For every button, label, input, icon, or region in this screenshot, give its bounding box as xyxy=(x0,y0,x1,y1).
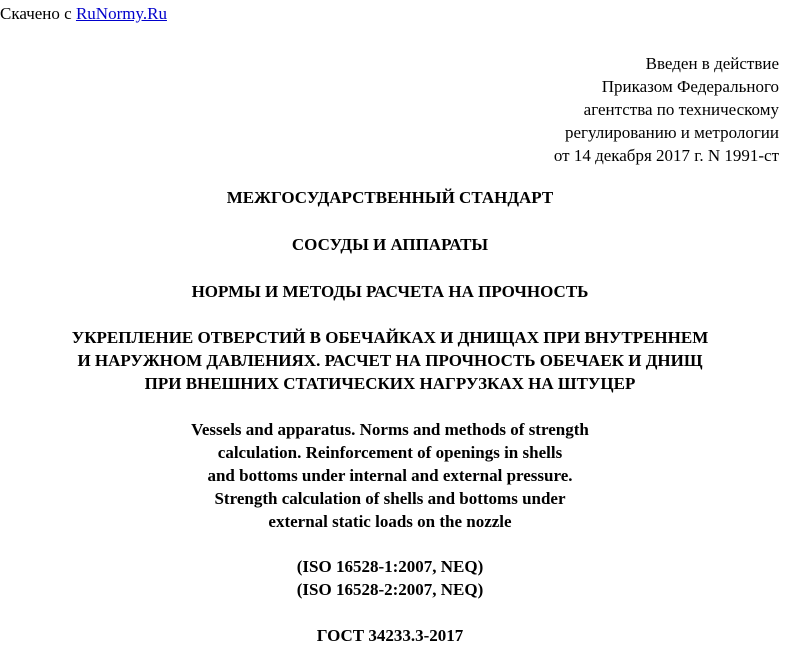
english-title-line: Strength calculation of shells and bottoms under xyxy=(214,489,566,508)
source-prefix: Скачено с xyxy=(0,4,76,23)
part-title-line: И НАРУЖНОМ ДАВЛЕНИЯХ. РАСЧЕТ НА ПРОЧНОСТЬ ОБЕЧАЕК И ДНИЩ xyxy=(77,351,703,370)
decree-line: агентства по техническому xyxy=(583,100,779,119)
standard-title-text: СОСУДЫ И АППАРАТЫ xyxy=(291,235,489,254)
standard-type xyxy=(0,186,780,209)
iso-reference: (ISO 16528-2:2007, NEQ) xyxy=(296,580,484,599)
part-title-line: ПРИ ВНЕШНИХ СТАТИЧЕСКИХ НАГРУЗКАХ НА ШТУЦЕР xyxy=(144,374,636,393)
standard-part-title xyxy=(0,326,780,395)
decree-line: регулированию и метрологии xyxy=(564,123,779,142)
part-title-line: УКРЕПЛЕНИЕ ОТВЕРСТИЙ В ОБЕЧАЙКАХ И ДНИЩАХ ПРИ ВНУТРЕННЕМ xyxy=(71,328,709,347)
decree-line: Введен в действие xyxy=(645,54,779,73)
source-line xyxy=(0,4,167,24)
english-title-line: and bottoms under internal and external pressure. xyxy=(207,466,573,485)
decree-line: от 14 декабря 2017 г. N 1991-ст xyxy=(553,146,779,165)
standard-type-text: МЕЖГОСУДАРСТВЕННЫЙ СТАНДАРТ xyxy=(226,188,554,207)
english-title xyxy=(0,418,780,533)
standard-subtitle-text: НОРМЫ И МЕТОДЫ РАСЧЕТА НА ПРОЧНОСТЬ xyxy=(191,282,589,301)
english-title-line: Vessels and apparatus. Norms and methods of strength xyxy=(191,420,589,439)
standard-title xyxy=(0,233,780,256)
standard-subtitle xyxy=(0,280,780,303)
english-title-line: external static loads on the nozzle xyxy=(268,512,512,531)
iso-references xyxy=(0,555,780,601)
gost-number xyxy=(0,624,780,647)
english-title-line: calculation. Reinforcement of openings in shells xyxy=(217,443,563,462)
decree-block xyxy=(554,52,779,167)
gost-number-text: ГОСТ 34233.3-2017 xyxy=(316,626,464,645)
decree-line: Приказом Федерального xyxy=(601,77,779,96)
iso-reference: (ISO 16528-1:2007, NEQ) xyxy=(296,557,484,576)
source-link[interactable]: RuNormy.Ru xyxy=(75,4,167,23)
